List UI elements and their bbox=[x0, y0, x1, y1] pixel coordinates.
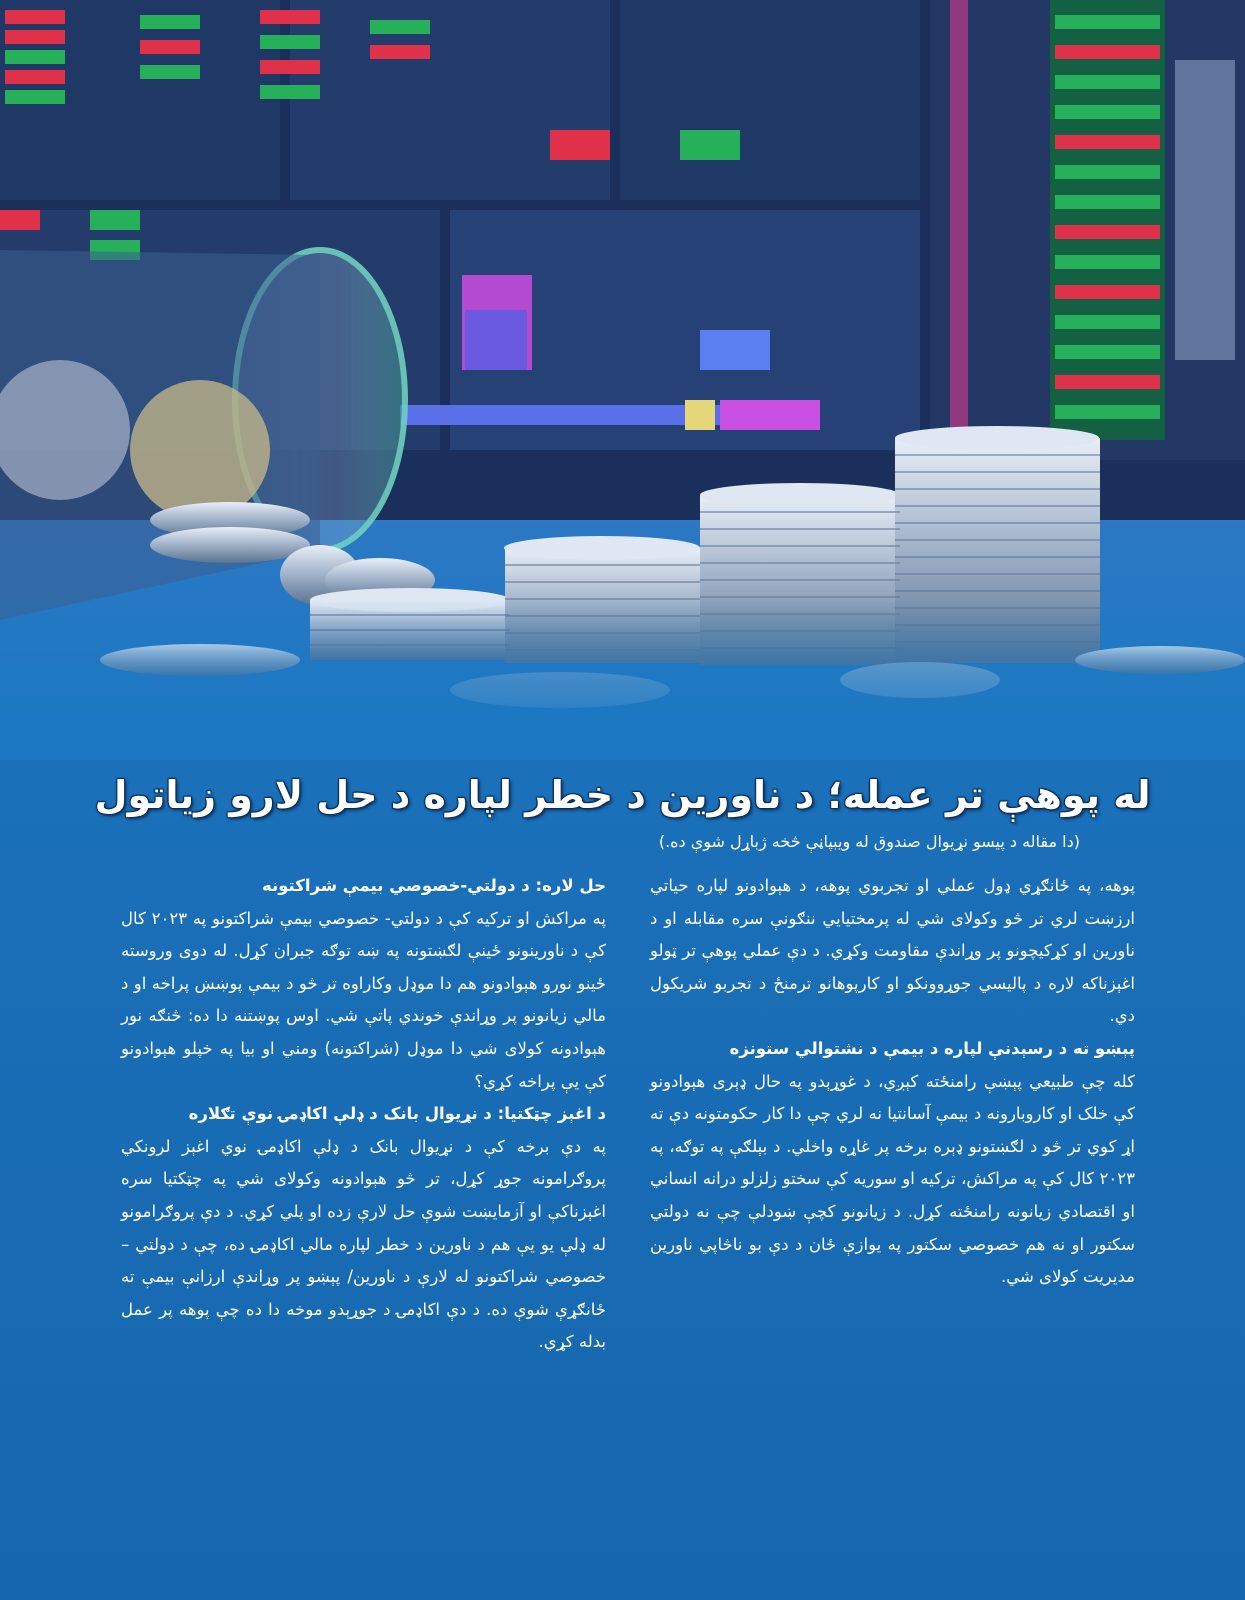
hero-fade bbox=[0, 600, 1245, 760]
right-column bbox=[650, 870, 1135, 1294]
academy-paragraph: په دې برخه کې د نړیوال بانک د ډلې اکاډمۍ نوي اغېز لرونکي پروګرامونه جوړ کړل، تر څو هېوادونه وکولای شي په چټکتیا سره اغېزناکې او آزمایښت شوې حل لارې زده او پلي کړي. د دې پروګرامونو له ډلې یو یې هم د ناورین د خطر لپاره مالي اکاډمۍ ده، چې د دولتي – خصوصي شراکتونو له لارې د ناورین/ پېښو پر وړاندې ارزانې بیمې ته ځانګړې شوې ده. د دې اکاډمۍ د جوړېدو موخه دا ده چې پوهه پر عمل بدله کړي. bbox=[121, 1136, 606, 1352]
hero-photo bbox=[0, 0, 1245, 760]
article-source-note: (دا مقاله د پیسو نړیوال صندوق له ویبپاڼې څخه ژباړل شوې ده.) bbox=[658, 832, 1080, 851]
insurance-gap-paragraph: کله چې طبیعي پېښې رامنځته کېږي، د غوړېدو په حال ډېری هېوادونو کې خلک او کاروبارونه د بیمې آسانتیا نه لري چې دا کار حکومتونه دې ته اړ کوي تر څو د لګښتونو ډېره برخه پر غاړه واخلي. د بېلګې په توګه، په ۲۰۲۳ کال کې په مراکش، ترکیه او سوریه کې سختو زلزلو درانه انساني او اقتصادي زیانونه رامنځته کړل. د زیانونو کچې ښودلې چې نه دولتي سکتور او نه هم خصوصي سکتور په یوازې ځان د دې بو ناڅاپي ناورین مدیریت کولای شي. bbox=[650, 1071, 1135, 1287]
section-heading-insurance-gap: پېښو ته د رسېدنې لپاره د بیمې د نشتوالي ستونزه bbox=[729, 1038, 1135, 1058]
section-heading-solution: حل لاره: د دولتي-خصوصي بیمې شراکتونه bbox=[262, 876, 606, 895]
article-title: له پوهې تر عمله؛ د ناورین د خطر لپاره د حل لارو زیاتول bbox=[94, 773, 1151, 818]
left-column bbox=[121, 870, 606, 1359]
section-heading-academy: د اغېز چټکتیا: د نړیوال بانک د ډلې اکاډمۍ نوې تګلاره bbox=[188, 1104, 606, 1124]
solution-paragraph: په مراکش او ترکیه کې د دولتي- خصوصي بیمې شراکتونو په ۲۰۲۳ کال کې د ناورینونو ځینې لګښتونه په ښه توګه جبران کړل. له دوی وروسته ځینو نورو هېوادونو هم دا موډل وکاراوه تر څو د بیمې پوښښ پراخه او د مالي زیانونو پر وړاندې خوندي پاتې شي. اوس پوښتنه دا ده: څنګه نور هېوادونه کولای شي دا موډل (شراکتونه) ومني او بیا په خپلو هېوادونو کې یې پراخه کړي؟ bbox=[121, 908, 606, 1091]
intro-paragraph: پوهه، په ځانګړي ډول عملي او تجربوي پوهه، د هېوادونو لپاره حیاتي ارزښت لري تر څو وکولای شي له پرمختیایي ننګونې سره مقابله او د ناورین او کړکیچونو پر وړاندې مقاومت وکړي. د دې عملي پوهې تر ټولو اغېزناکه لاره د پالیسي جوړوونکو او کارپوهانو ترمنځ د تجربو شریکول دي. bbox=[650, 876, 1135, 1026]
